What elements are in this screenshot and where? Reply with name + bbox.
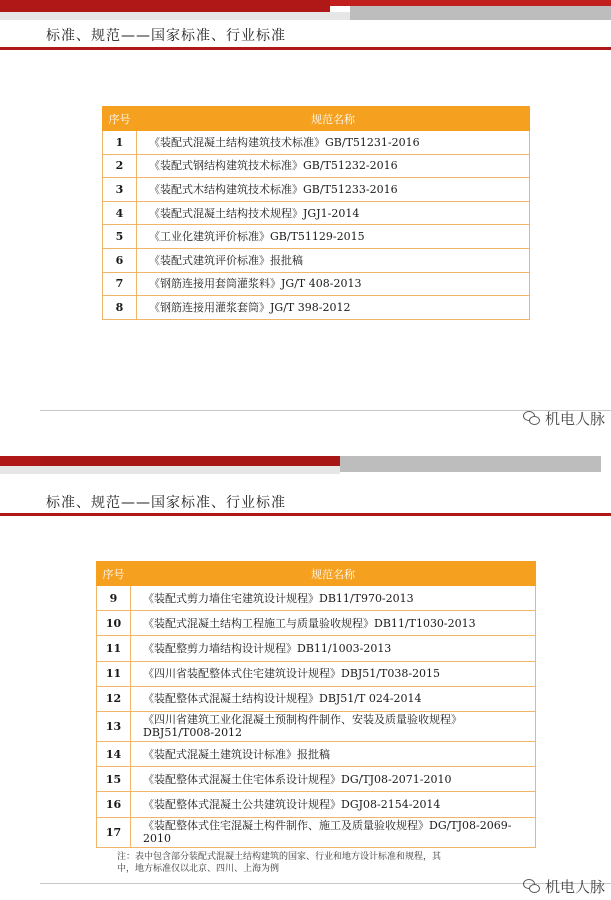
title-rule: [0, 47, 611, 50]
deco-bar-gray: [340, 456, 601, 472]
row-name: 《装配式混凝土结构技术规程》JGJ1-2014: [137, 201, 530, 225]
slide-title: 标准、规范——国家标准、行业标准: [46, 495, 286, 511]
row-no: 10: [97, 611, 131, 636]
table-row: [103, 131, 530, 155]
row-no: 1: [103, 131, 137, 155]
table-row: [97, 586, 536, 611]
row-name: 《装配整体式混凝土公共建筑设计规程》DGJ08-2154-2014: [131, 792, 536, 817]
row-no: 12: [97, 686, 131, 711]
table-header-row: [103, 107, 530, 131]
row-no: 16: [97, 792, 131, 817]
row-name: 《钢筋连接用套筒灌浆料》JG/T 408-2013: [137, 272, 530, 296]
deco-bar-red-thin: [40, 456, 340, 466]
watermark-text: 机电人脉: [544, 878, 605, 896]
table-row: [97, 636, 536, 661]
deco-bar-light: [0, 466, 340, 474]
table-row: [103, 296, 530, 320]
slide-2: [0, 448, 611, 900]
row-name: 《四川省建筑工业化混凝土预制构件制作、安装及质量验收规程》DBJ51/T008-2012: [131, 711, 536, 741]
standards-table: [102, 106, 530, 320]
header-name: 规范名称: [137, 107, 530, 131]
row-name: 《装配式混凝土结构建筑技术标准》GB/T51231-2016: [137, 131, 530, 155]
row-no: 7: [103, 272, 137, 296]
table-row: [97, 686, 536, 711]
row-name: 《装配整剪力墙结构设计规程》DB11/1003-2013: [131, 636, 536, 661]
header-decoration: [0, 448, 611, 468]
slide-title: 标准、规范——国家标准、行业标准: [46, 28, 286, 44]
title-rule: [0, 513, 611, 516]
table-row: [103, 248, 530, 272]
header-no: 序号: [97, 562, 131, 586]
table-row: [97, 792, 536, 817]
row-name: 《工业化建筑评价标准》GB/T51129-2015: [137, 225, 530, 249]
row-name: 《装配整体式混凝土结构设计规程》DBJ51/T 024-2014: [131, 686, 536, 711]
table-row: [103, 154, 530, 178]
table-row: [97, 741, 536, 766]
row-name: 《装配式木结构建筑技术标准》GB/T51233-2016: [137, 178, 530, 202]
table-row: [103, 201, 530, 225]
watermark: [523, 876, 605, 897]
table-row: [97, 817, 536, 847]
row-name: 《装配式混凝土结构工程施工与质量验收规程》DB11/T1030-2013: [131, 611, 536, 636]
table-row: [97, 611, 536, 636]
row-no: 5: [103, 225, 137, 249]
table-row: [97, 767, 536, 792]
watermark: [523, 408, 605, 429]
slide-1: [0, 0, 611, 448]
watermark-text: 机电人脉: [544, 410, 605, 428]
row-no: 14: [97, 741, 131, 766]
row-no: 13: [97, 711, 131, 741]
row-no: 11: [97, 661, 131, 686]
table-row: [103, 225, 530, 249]
row-name: 《装配式建筑评价标准》报批稿: [137, 248, 530, 272]
deco-bar-red: [0, 0, 330, 12]
row-no: 11: [97, 636, 131, 661]
header-no: 序号: [103, 107, 137, 131]
wechat-icon: [523, 879, 541, 894]
row-no: 8: [103, 296, 137, 320]
row-name: 《四川省装配整体式住宅建筑设计规程》DBJ51/T038-2015: [131, 661, 536, 686]
deco-bar-gray: [350, 6, 611, 20]
row-name: 《装配式钢结构建筑技术标准》GB/T51232-2016: [137, 154, 530, 178]
row-name: 《装配整体式住宅混凝土构件制作、施工及质量验收规程》DG/TJ08-2069-2010: [131, 817, 536, 847]
row-no: 3: [103, 178, 137, 202]
row-no: 4: [103, 201, 137, 225]
header-decoration: [0, 0, 611, 20]
header-name: 规范名称: [131, 562, 536, 586]
row-no: 2: [103, 154, 137, 178]
table-row: [103, 272, 530, 296]
standards-table: [96, 561, 536, 848]
row-name: 《装配整体式混凝土住宅体系设计规程》DG/TJ08-2071-2010: [131, 767, 536, 792]
table-note: 注：表中包含部分装配式混凝土结构建筑的国家、行业和地方设计标准和规程，其中，地方标准仅以北京、四川、上海为例: [117, 852, 442, 874]
row-no: 15: [97, 767, 131, 792]
table-row: [97, 661, 536, 686]
row-no: 17: [97, 817, 131, 847]
wechat-icon: [523, 411, 541, 426]
row-name: 《装配式混凝土建筑设计标准》报批稿: [131, 741, 536, 766]
table-row: [97, 711, 536, 741]
deco-bar-light: [0, 12, 350, 20]
table-header-row: [97, 562, 536, 586]
deco-bar-red: [0, 456, 40, 466]
row-name: 《装配式剪力墙住宅建筑设计规程》DB11/T970-2013: [131, 586, 536, 611]
row-no: 6: [103, 248, 137, 272]
row-no: 9: [97, 586, 131, 611]
row-name: 《钢筋连接用灌浆套筒》JG/T 398-2012: [137, 296, 530, 320]
table-row: [103, 178, 530, 202]
